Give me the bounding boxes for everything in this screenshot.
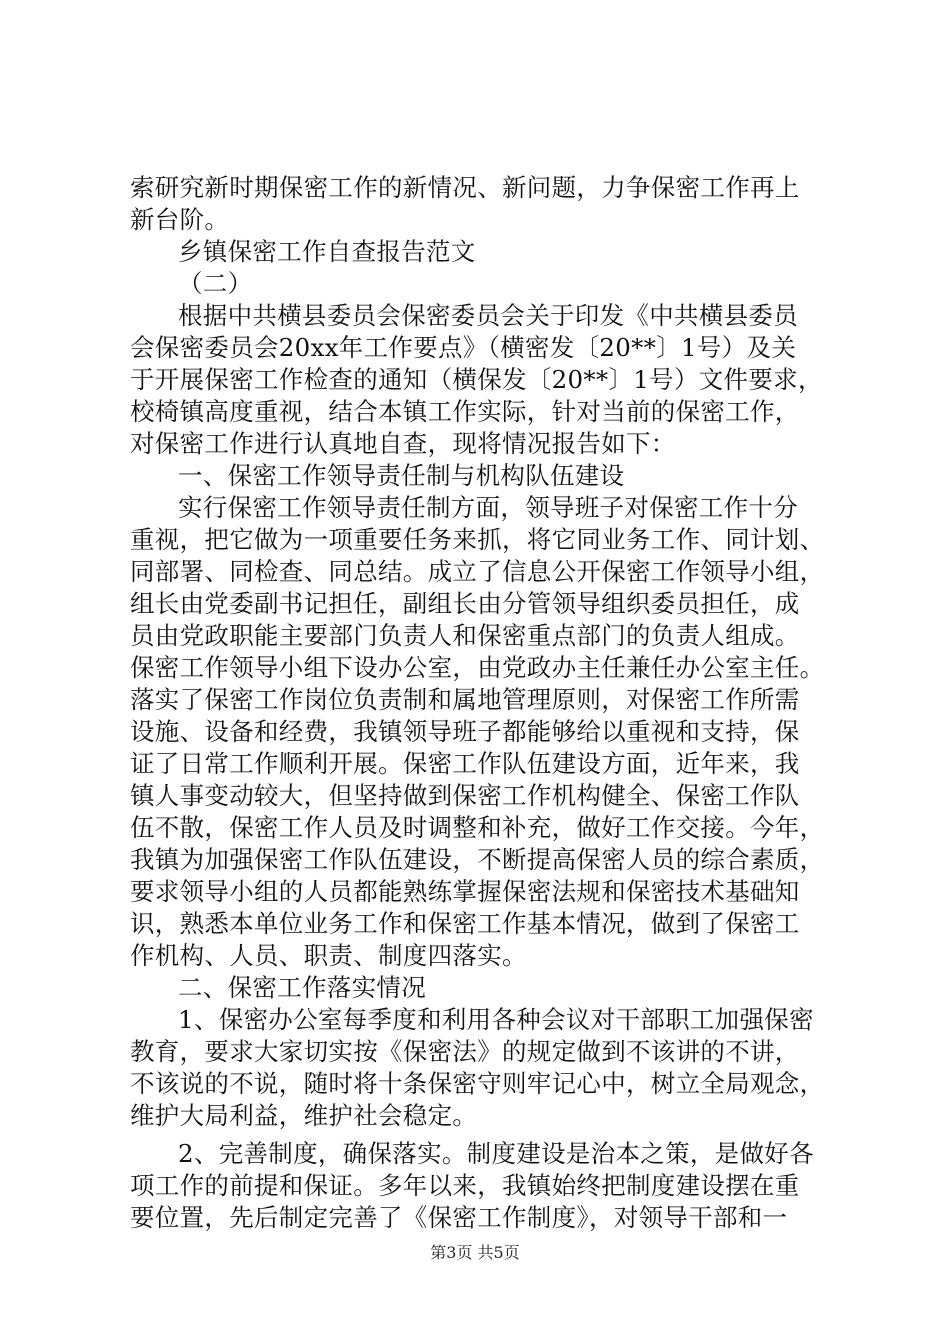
text-line: 维护大局利益，维护社会稳定。 <box>130 1101 478 1130</box>
text-line: 二、保密工作落实情况 <box>178 973 426 1002</box>
text-line: 要求领导小组的人员都能熟练掌握保密法规和保密技术基础知 <box>130 877 800 906</box>
text-line: 不该说的不说，随时将十条保密守则牢记心中，树立全局观念， <box>130 1069 825 1098</box>
text-line: 会保密委员会20xx年工作要点》（横密发〔20**〕1号）及关 <box>130 333 797 362</box>
page-number-label: 第3页 共5页 <box>430 1243 520 1262</box>
text-line: 同部署、同检查、同总结。成立了信息公开保密工作领导小组， <box>130 557 825 586</box>
page-footer <box>0 1243 950 1263</box>
text-line: 伍不散，保密工作人员及时调整和补充，做好工作交接。今年， <box>130 813 825 842</box>
text-line: 员由党政职能主要部门负责人和保密重点部门的负责人组成。 <box>130 621 800 650</box>
text-line: 证了日常工作顺利开展。保密工作队伍建设方面，近年来，我 <box>130 749 800 778</box>
text-line: 1、保密办公室每季度和利用各种会议对干部职工加强保密 <box>178 1005 814 1034</box>
text-line: （二） <box>178 269 253 298</box>
text-line: 教育，要求大家切实按《保密法》的规定做到不该讲的不讲， <box>130 1037 800 1066</box>
document-body <box>130 172 830 1234</box>
text-line: 要位置，先后制定完善了《保密工作制度》，对领导干部和一 <box>130 1203 788 1232</box>
text-line: 实行保密工作领导责任制方面，领导班子对保密工作十分 <box>178 493 798 522</box>
text-line: 组长由党委副书记担任，副组长由分管领导组织委员担任，成 <box>130 589 800 618</box>
text-line: 作机构、人员、职责、制度四落实。 <box>130 941 527 970</box>
text-line: 新台阶。 <box>130 205 230 234</box>
text-line: 设施、设备和经费，我镇领导班子都能够给以重视和支持，保 <box>130 717 800 746</box>
text-line: 根据中共横县委员会保密委员会关于印发《中共横县委员 <box>178 301 798 330</box>
text-line: 于开展保密工作检查的通知（横保发〔20**〕1号）文件要求， <box>130 365 823 394</box>
text-line: 重视，把它做为一项重要任务来抓，将它同业务工作、同计划、 <box>130 525 825 554</box>
text-line: 校椅镇高度重视，结合本镇工作实际，针对当前的保密工作， <box>130 397 800 426</box>
text-line: 2、完善制度，确保落实。制度建设是治本之策，是做好各 <box>178 1139 814 1168</box>
text-line: 镇人事变动较大，但坚持做到保密工作机构健全、保密工作队 <box>130 781 800 810</box>
text-line: 保密工作领导小组下设办公室，由党政办主任兼任办公室主任。 <box>130 653 825 682</box>
text-line: 我镇为加强保密工作队伍建设，不断提高保密人员的综合素质， <box>130 845 825 874</box>
text-line: 一、保密工作领导责任制与机构队伍建设 <box>178 461 625 490</box>
text-line: 落实了保密工作岗位负责制和属地管理原则，对保密工作所需 <box>130 685 800 714</box>
text-line: 识，熟悉本单位业务工作和保密工作基本情况，做到了保密工 <box>130 909 800 938</box>
text-line: 索研究新时期保密工作的新情况、新问题，力争保密工作再上 <box>130 173 800 202</box>
text-line: 乡镇保密工作自查报告范文 <box>178 237 476 266</box>
text-line: 对保密工作进行认真地自查，现将情况报告如下： <box>130 429 676 458</box>
text-line: 项工作的前提和保证。多年以来，我镇始终把制度建设摆在重 <box>130 1171 800 1200</box>
